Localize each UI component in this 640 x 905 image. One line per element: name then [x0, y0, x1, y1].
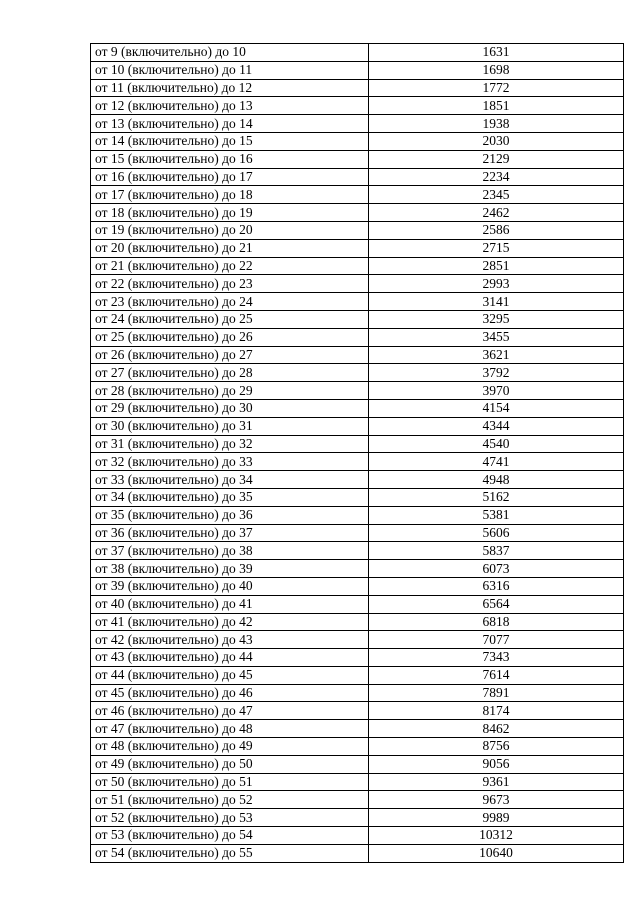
range-cell: от 29 (включительно) до 30 [91, 399, 369, 417]
value-cell: 2030 [369, 132, 624, 150]
range-cell: от 54 (включительно) до 55 [91, 844, 369, 862]
range-cell: от 9 (включительно) до 10 [91, 44, 369, 62]
range-cell: от 12 (включительно) до 13 [91, 97, 369, 115]
range-cell: от 26 (включительно) до 27 [91, 346, 369, 364]
table-row [91, 382, 624, 400]
range-cell: от 51 (включительно) до 52 [91, 791, 369, 809]
value-cell: 9673 [369, 791, 624, 809]
range-cell: от 22 (включительно) до 23 [91, 275, 369, 293]
value-cell: 8756 [369, 738, 624, 756]
table-row [91, 115, 624, 133]
table-row [91, 791, 624, 809]
value-cell: 2715 [369, 239, 624, 257]
table-row [91, 328, 624, 346]
range-cell: от 14 (включительно) до 15 [91, 132, 369, 150]
table-row [91, 44, 624, 62]
table-row [91, 666, 624, 684]
range-cell: от 18 (включительно) до 19 [91, 204, 369, 222]
value-cell: 9361 [369, 773, 624, 791]
value-cell: 4344 [369, 417, 624, 435]
table-row [91, 809, 624, 827]
table-row [91, 221, 624, 239]
table-row [91, 79, 624, 97]
value-cell: 8462 [369, 720, 624, 738]
value-cell: 6316 [369, 577, 624, 595]
range-cell: от 34 (включительно) до 35 [91, 488, 369, 506]
value-cell: 6818 [369, 613, 624, 631]
table-row [91, 275, 624, 293]
range-cell: от 30 (включительно) до 31 [91, 417, 369, 435]
table-row [91, 293, 624, 311]
range-cell: от 33 (включительно) до 34 [91, 471, 369, 489]
table-row [91, 168, 624, 186]
range-cell: от 42 (включительно) до 43 [91, 631, 369, 649]
value-cell: 1698 [369, 61, 624, 79]
value-cell: 5381 [369, 506, 624, 524]
value-cell: 1631 [369, 44, 624, 62]
table-row [91, 595, 624, 613]
range-cell: от 24 (включительно) до 25 [91, 310, 369, 328]
table-row [91, 649, 624, 667]
table-row [91, 204, 624, 222]
value-cell: 10312 [369, 827, 624, 845]
range-cell: от 32 (включительно) до 33 [91, 453, 369, 471]
value-cell: 7077 [369, 631, 624, 649]
range-cell: от 53 (включительно) до 54 [91, 827, 369, 845]
table-row [91, 61, 624, 79]
range-cell: от 19 (включительно) до 20 [91, 221, 369, 239]
range-cell: от 36 (включительно) до 37 [91, 524, 369, 542]
range-cell: от 39 (включительно) до 40 [91, 577, 369, 595]
range-cell: от 48 (включительно) до 49 [91, 738, 369, 756]
table-row [91, 631, 624, 649]
range-cell: от 23 (включительно) до 24 [91, 293, 369, 311]
value-cell: 2851 [369, 257, 624, 275]
range-cell: от 44 (включительно) до 45 [91, 666, 369, 684]
value-cell: 1938 [369, 115, 624, 133]
value-cell: 4948 [369, 471, 624, 489]
value-cell: 2345 [369, 186, 624, 204]
value-cell: 10640 [369, 844, 624, 862]
value-cell: 4741 [369, 453, 624, 471]
range-cell: от 52 (включительно) до 53 [91, 809, 369, 827]
value-cell: 2462 [369, 204, 624, 222]
table-row [91, 577, 624, 595]
range-cell: от 20 (включительно) до 21 [91, 239, 369, 257]
range-cell: от 43 (включительно) до 44 [91, 649, 369, 667]
range-cell: от 13 (включительно) до 14 [91, 115, 369, 133]
table-row [91, 132, 624, 150]
value-cell: 2586 [369, 221, 624, 239]
value-cell: 3970 [369, 382, 624, 400]
value-cell: 6564 [369, 595, 624, 613]
value-cell: 7614 [369, 666, 624, 684]
value-cell: 3141 [369, 293, 624, 311]
table-row [91, 506, 624, 524]
value-cell: 7343 [369, 649, 624, 667]
range-cell: от 16 (включительно) до 17 [91, 168, 369, 186]
value-cell: 5162 [369, 488, 624, 506]
value-cell: 5837 [369, 542, 624, 560]
range-cell: от 47 (включительно) до 48 [91, 720, 369, 738]
table-row [91, 399, 624, 417]
value-cell: 6073 [369, 560, 624, 578]
range-cell: от 17 (включительно) до 18 [91, 186, 369, 204]
data-table [90, 43, 624, 863]
table-row [91, 738, 624, 756]
table-row [91, 435, 624, 453]
range-cell: от 10 (включительно) до 11 [91, 61, 369, 79]
table-row [91, 542, 624, 560]
range-cell: от 38 (включительно) до 39 [91, 560, 369, 578]
table-row [91, 755, 624, 773]
table-row [91, 364, 624, 382]
table-row [91, 97, 624, 115]
table-row [91, 310, 624, 328]
table-row [91, 702, 624, 720]
value-cell: 8174 [369, 702, 624, 720]
table-row [91, 827, 624, 845]
table-row [91, 720, 624, 738]
range-cell: от 28 (включительно) до 29 [91, 382, 369, 400]
value-cell: 7891 [369, 684, 624, 702]
value-cell: 3455 [369, 328, 624, 346]
table-row [91, 844, 624, 862]
value-cell: 3792 [369, 364, 624, 382]
value-cell: 2234 [369, 168, 624, 186]
value-cell: 3621 [369, 346, 624, 364]
range-cell: от 21 (включительно) до 22 [91, 257, 369, 275]
range-cell: от 50 (включительно) до 51 [91, 773, 369, 791]
value-cell: 9056 [369, 755, 624, 773]
value-cell: 2993 [369, 275, 624, 293]
value-cell: 3295 [369, 310, 624, 328]
table-row [91, 150, 624, 168]
range-cell: от 35 (включительно) до 36 [91, 506, 369, 524]
range-cell: от 49 (включительно) до 50 [91, 755, 369, 773]
table-row [91, 560, 624, 578]
table-row [91, 257, 624, 275]
range-cell: от 40 (включительно) до 41 [91, 595, 369, 613]
range-cell: от 25 (включительно) до 26 [91, 328, 369, 346]
table-row [91, 471, 624, 489]
value-cell: 2129 [369, 150, 624, 168]
table-row [91, 417, 624, 435]
table-row [91, 488, 624, 506]
value-cell: 1851 [369, 97, 624, 115]
table-row [91, 239, 624, 257]
value-cell: 1772 [369, 79, 624, 97]
table-row [91, 524, 624, 542]
table-row [91, 453, 624, 471]
table-row [91, 346, 624, 364]
range-cell: от 37 (включительно) до 38 [91, 542, 369, 560]
table-body [91, 44, 624, 863]
table-row [91, 773, 624, 791]
range-cell: от 31 (включительно) до 32 [91, 435, 369, 453]
value-cell: 9989 [369, 809, 624, 827]
value-cell: 4154 [369, 399, 624, 417]
value-cell: 5606 [369, 524, 624, 542]
range-cell: от 11 (включительно) до 12 [91, 79, 369, 97]
value-cell: 4540 [369, 435, 624, 453]
table-row [91, 684, 624, 702]
range-cell: от 41 (включительно) до 42 [91, 613, 369, 631]
table-row [91, 613, 624, 631]
range-cell: от 45 (включительно) до 46 [91, 684, 369, 702]
range-cell: от 27 (включительно) до 28 [91, 364, 369, 382]
table-row [91, 186, 624, 204]
range-cell: от 15 (включительно) до 16 [91, 150, 369, 168]
range-cell: от 46 (включительно) до 47 [91, 702, 369, 720]
